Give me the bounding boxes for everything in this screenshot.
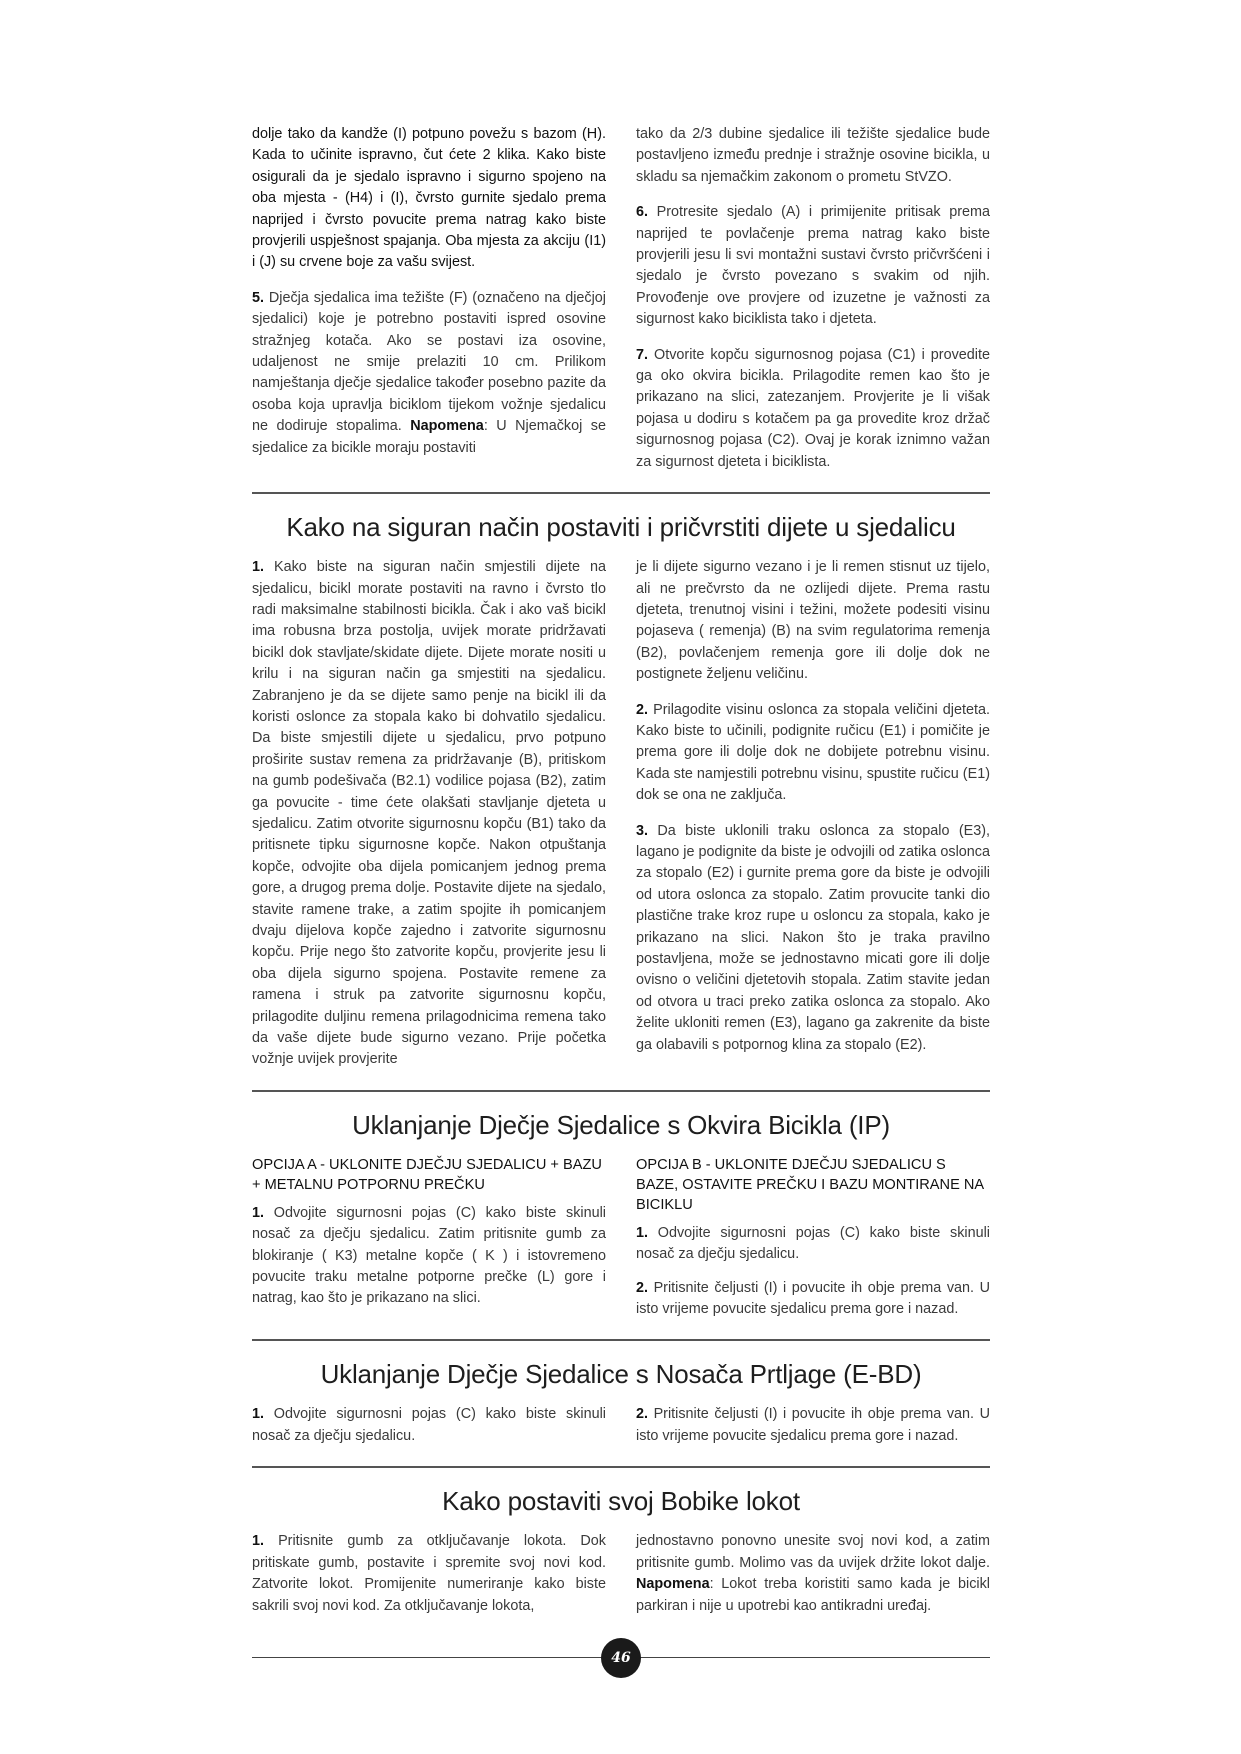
section-3-left-column [252, 1404, 606, 1456]
step-number: 5. [252, 289, 265, 306]
section-2-body [252, 1155, 990, 1330]
note-label: Napomena [410, 418, 484, 435]
paragraph-text: Da biste uklonili traku oslonca za stopalo (E3), lagano je podignite da biste je odvojili od zatika oslonca za stopalo (E2) i gurnite prema gore da biste je odvojili od utora oslonca za stopalo. Zatim provucite tanki dio plastične trake kroz rupe u osloncu za stopala, kako je prikazano na slici. Nakon što je traka pravilno postavljena, može se jednostavno micati gore ili dolje ovisno o veličini djetetovih stopala. Zatim stavite jedan od otvora u traci preko zatika oslonca za stopalo. Ako želite ukloniti remen (E3), lagano ga zakrenite da biste ga olabavili s potpornog klina za stopalo (E2). [636, 822, 990, 1053]
section-1-right-column [636, 557, 990, 1080]
step-number: 2. [636, 1279, 649, 1296]
section-title: Kako na siguran način postaviti i pričvrstiti dijete u sjedalicu [286, 512, 956, 543]
step-number: 2. [636, 701, 649, 718]
paragraph-step-2 [636, 1404, 990, 1447]
paragraph-text: tako da 2/3 dubine sjedalice ili težište sjedalice bude postavljeno između prednje i stražnje osovine bicikla, u skladu sa njemačkim zakonom o prometu StVZO. [636, 126, 990, 185]
step-number: 1. [252, 1406, 265, 1423]
paragraph-text: Pritisnite čeljusti (I) i povucite ih obje prema van. U isto vrijeme povucite sjedalicu prema gore i nazad. [636, 1406, 990, 1444]
section-4-right-column [636, 1531, 990, 1626]
paragraph-step-2 [636, 700, 990, 807]
paragraph-option-b-step-1 [636, 1223, 990, 1266]
top-section [252, 124, 990, 482]
paragraph-text: je li dijete sigurno vezano i je li remen stisnut uz tijelo, ali ne prečvrsto da ne ozlijedi dijete. Prema rastu djeteta, trenutnoj visini i težini, možete podesiti visinu pojaseva ( remenja) (B) na svim regulatorima remenja (B2), povlačenjem remenja gore ili dolje dok ne postignete željenu veličinu. [636, 559, 990, 683]
section-4-left-column [252, 1531, 606, 1626]
section-divider [252, 1090, 990, 1092]
paragraph-stvzo [636, 124, 990, 188]
section-3-right-column [636, 1404, 990, 1456]
paragraph-text: : U Njemačkoj se sjedalice za bicikle moraju postaviti [252, 418, 607, 456]
paragraph-option-a-step-1 [252, 1203, 606, 1310]
option-b-column [636, 1155, 990, 1330]
top-left-column [252, 124, 606, 482]
step-number: 1. [252, 1204, 265, 1221]
paragraph-step-3 [636, 821, 990, 1056]
section-divider [252, 492, 990, 494]
paragraph-text: Protresite sjedalo (A) i primijenite pritisak prema naprijed te povlačenje prema natrag kako biste provjerili jesu li svi montažni sustavi čvrsto pričvršćeni i sjedalo je čvrsto povezano s svakim od njih. Provođenje ove provjere od izuzetne je važnosti za sigurnost kako biciklista tako i djeteta. [636, 204, 990, 328]
page-number: 46 [611, 1650, 631, 1666]
step-number: 6. [636, 204, 649, 221]
paragraph-text: Odvojite sigurnosni pojas (C) kako biste skinuli nosač za dječju sjedalicu. Zatim pritisnite gumb za blokiranje ( K3) metalne kopče ( K ) i istovremeno povucite traku metalne potporne prečke (L) gore i natrag, kao što je prikazano na slici. [252, 1204, 606, 1307]
paragraph-option-b-step-2 [636, 1278, 990, 1321]
section-divider [252, 1466, 990, 1468]
paragraph-text: Prilagodite visinu oslonca za stopala veličini djeteta. Kako biste to učinili, podignite ručicu (E1) i pomičite je prema gore ili dolje dok ne dobijete potrebnu visinu. Kada ste namjestili potrebnu visinu, spustite ručicu (E1) dok se ona ne zaključa. [636, 701, 990, 804]
paragraph-step-1 [252, 1404, 606, 1447]
paragraph-text: Otvorite kopču sigurnosnog pojasa (C1) i provedite ga oko okvira bicikla. Prilagodite remen kao što je prikazano na slici, zatezanjem. Provjerite je li višak pojasa u dodiru s kotačem pa ga provedite kroz držač sigurnosnog pojasa (C2). Ovaj je korak iznimno važan za sigurnost djeteta i biciklista. [636, 346, 990, 470]
page-footer [252, 1638, 990, 1678]
section-1-body [252, 557, 990, 1080]
section-divider [252, 1339, 990, 1341]
section-1-left-column [252, 557, 606, 1080]
note-label: Napomena [636, 1576, 710, 1593]
paragraph-text: jednostavno ponovno unesite svoj novi kod, a zatim pritisnite gumb. Molimo vas da uvijek držite lokot dalje. [636, 1533, 990, 1571]
step-number: 7. [636, 346, 649, 363]
page-number-badge [601, 1638, 641, 1678]
paragraph-step-1 [252, 557, 606, 1071]
paragraph-lock-step-1 [252, 1531, 606, 1617]
paragraph-step-5 [252, 288, 606, 459]
paragraph-text: Pritisnite gumb za otključavanje lokota. Dok pritiskate gumb, postavite i spremite svoj novi kod. Zatvorite lokot. Promijenite numeriranje kako biste sakrili svoj novi kod. Za otključavanje lokota, [252, 1533, 606, 1614]
option-b-heading: OPCIJA B - UKLONITE DJEČJU SJEDALICU S BAZE, OSTAVITE PREČKU I BAZU MONTIRANE NA BICIKLU [636, 1156, 984, 1213]
paragraph-harness-height [636, 557, 990, 685]
section-4-body [252, 1531, 990, 1626]
paragraph-text: Odvojite sigurnosni pojas (C) kako biste skinuli nosač za dječju sjedalicu. [252, 1406, 606, 1444]
section-title: Uklanjanje Dječje Sjedalice s Okvira Bicikla (IP) [352, 1109, 890, 1140]
section-title: Uklanjanje Dječje Sjedalice s Nosača Prtljage (E-BD) [320, 1359, 922, 1390]
paragraph-text: Dječja sjedalica ima težište (F) (označeno na dječjoj sjedalici) koje je potrebno postaviti ispred osovine stražnjeg kotača. Ako se postavi iza osovine, udaljenost ne smije prelaziti 10 cm. Prilikom namještanja dječje sjedalice također posebno pazite da osoba koja upravlja biciklom tijekom vožnje sjedalicu ne dodiruje stopalima. [252, 289, 606, 435]
paragraph-text: Pritisnite čeljusti (I) i povucite ih obje prema van. U isto vrijeme povucite sjedalicu prema gore i nazad. [636, 1279, 990, 1318]
paragraph-step-6 [636, 202, 990, 330]
paragraph-text: dolje tako da kandže (I) potpuno povežu s bazom (H). Kada to učinite ispravno, čut ćete 2 klika. Kako biste osigurali da je sjedalo ispravno i sigurno spojeno na oba mjesta - (H4) i (I), čvrsto gurnite sjedalo prema naprijed i čvrsto povucite prema natrag kako biste provjerili uspješnost spajanja. Oba mjesta za akciju (I1) i (J) su crvene boje za vašu svijest. [252, 126, 606, 271]
paragraph-step-7 [636, 345, 990, 473]
section-3-body [252, 1404, 990, 1456]
option-a-heading: OPCIJA A - UKLONITE DJEČJU SJEDALICU + BAZU + METALNU POTPORNU PREČKU [252, 1156, 602, 1193]
option-a-column [252, 1155, 606, 1330]
step-number: 1. [252, 559, 265, 576]
paragraph-text: Kako biste na siguran način smjestili dijete na sjedalicu, bicikl morate postaviti na ravno i čvrsto tlo radi maksimalne stabilnosti bicikla. Čak i ako vaš bicikl ima robusna brza postolja, uvijek morate pridržavati bicikl dok stavljate/skidate dijete. Dijete morate nositi u krilu i na siguran način ga smjestiti na sjedalicu. Zabranjeno je da se dijete samo penje na bicikl ili da koristi oslonce za stopala kako bi dohvatilo sjedalicu. Da biste smjestili dijete u sjedalicu, prvo potpuno proširite sustav remena za pridržavanje (B), pritiskom na gumb podešivača (B2.1) vodilice pojasa (B2), zatim ga povucite - time ćete olakšati stavljanje djeteta u sjedalicu. Zatim otvorite sigurnosnu kopču (B1) tako da pritisnete tipku sigurnosne kopče. Nakon otpuštanja kopče, odvojite oba dijela pomicanjem jednog prema gore, a drugog prema dolje. Postavite dijete na sjedalo, stavite ramene trake, a zatim spojite ih pomicanjem dvaju dijelova kopče zajedno i zatvorite sigurnosnu kopču. Prije nego što zatvorite kopču, provjerite jesu li oba dijela sigurno spojena. Postavite remene za ramena i struk pa zatvorite sigurnosnu kopču, prilagodite duljinu remena prilagodnicima remena tako da vaše dijete bude sigurno vezano. Prije početka vožnje uvijek provjerite [252, 559, 606, 1068]
section-title: Kako postaviti svoj Bobike lokot [442, 1486, 800, 1517]
top-right-column [636, 124, 990, 482]
step-number: 3. [636, 822, 649, 839]
page-content [252, 124, 990, 1626]
step-number: 2. [636, 1406, 649, 1423]
paragraph-text: Odvojite sigurnosni pojas (C) kako biste skinuli nosač za dječju sjedalicu. [636, 1224, 990, 1263]
step-number: 1. [252, 1533, 265, 1550]
paragraph-lock-note [636, 1531, 990, 1617]
step-number: 1. [636, 1224, 649, 1241]
paragraph-text: : Lokot treba koristiti samo kada je bicikl parkiran i nije u upotrebi kao antikradni uređaj. [636, 1576, 990, 1614]
paragraph-seat-attachment [252, 124, 606, 274]
